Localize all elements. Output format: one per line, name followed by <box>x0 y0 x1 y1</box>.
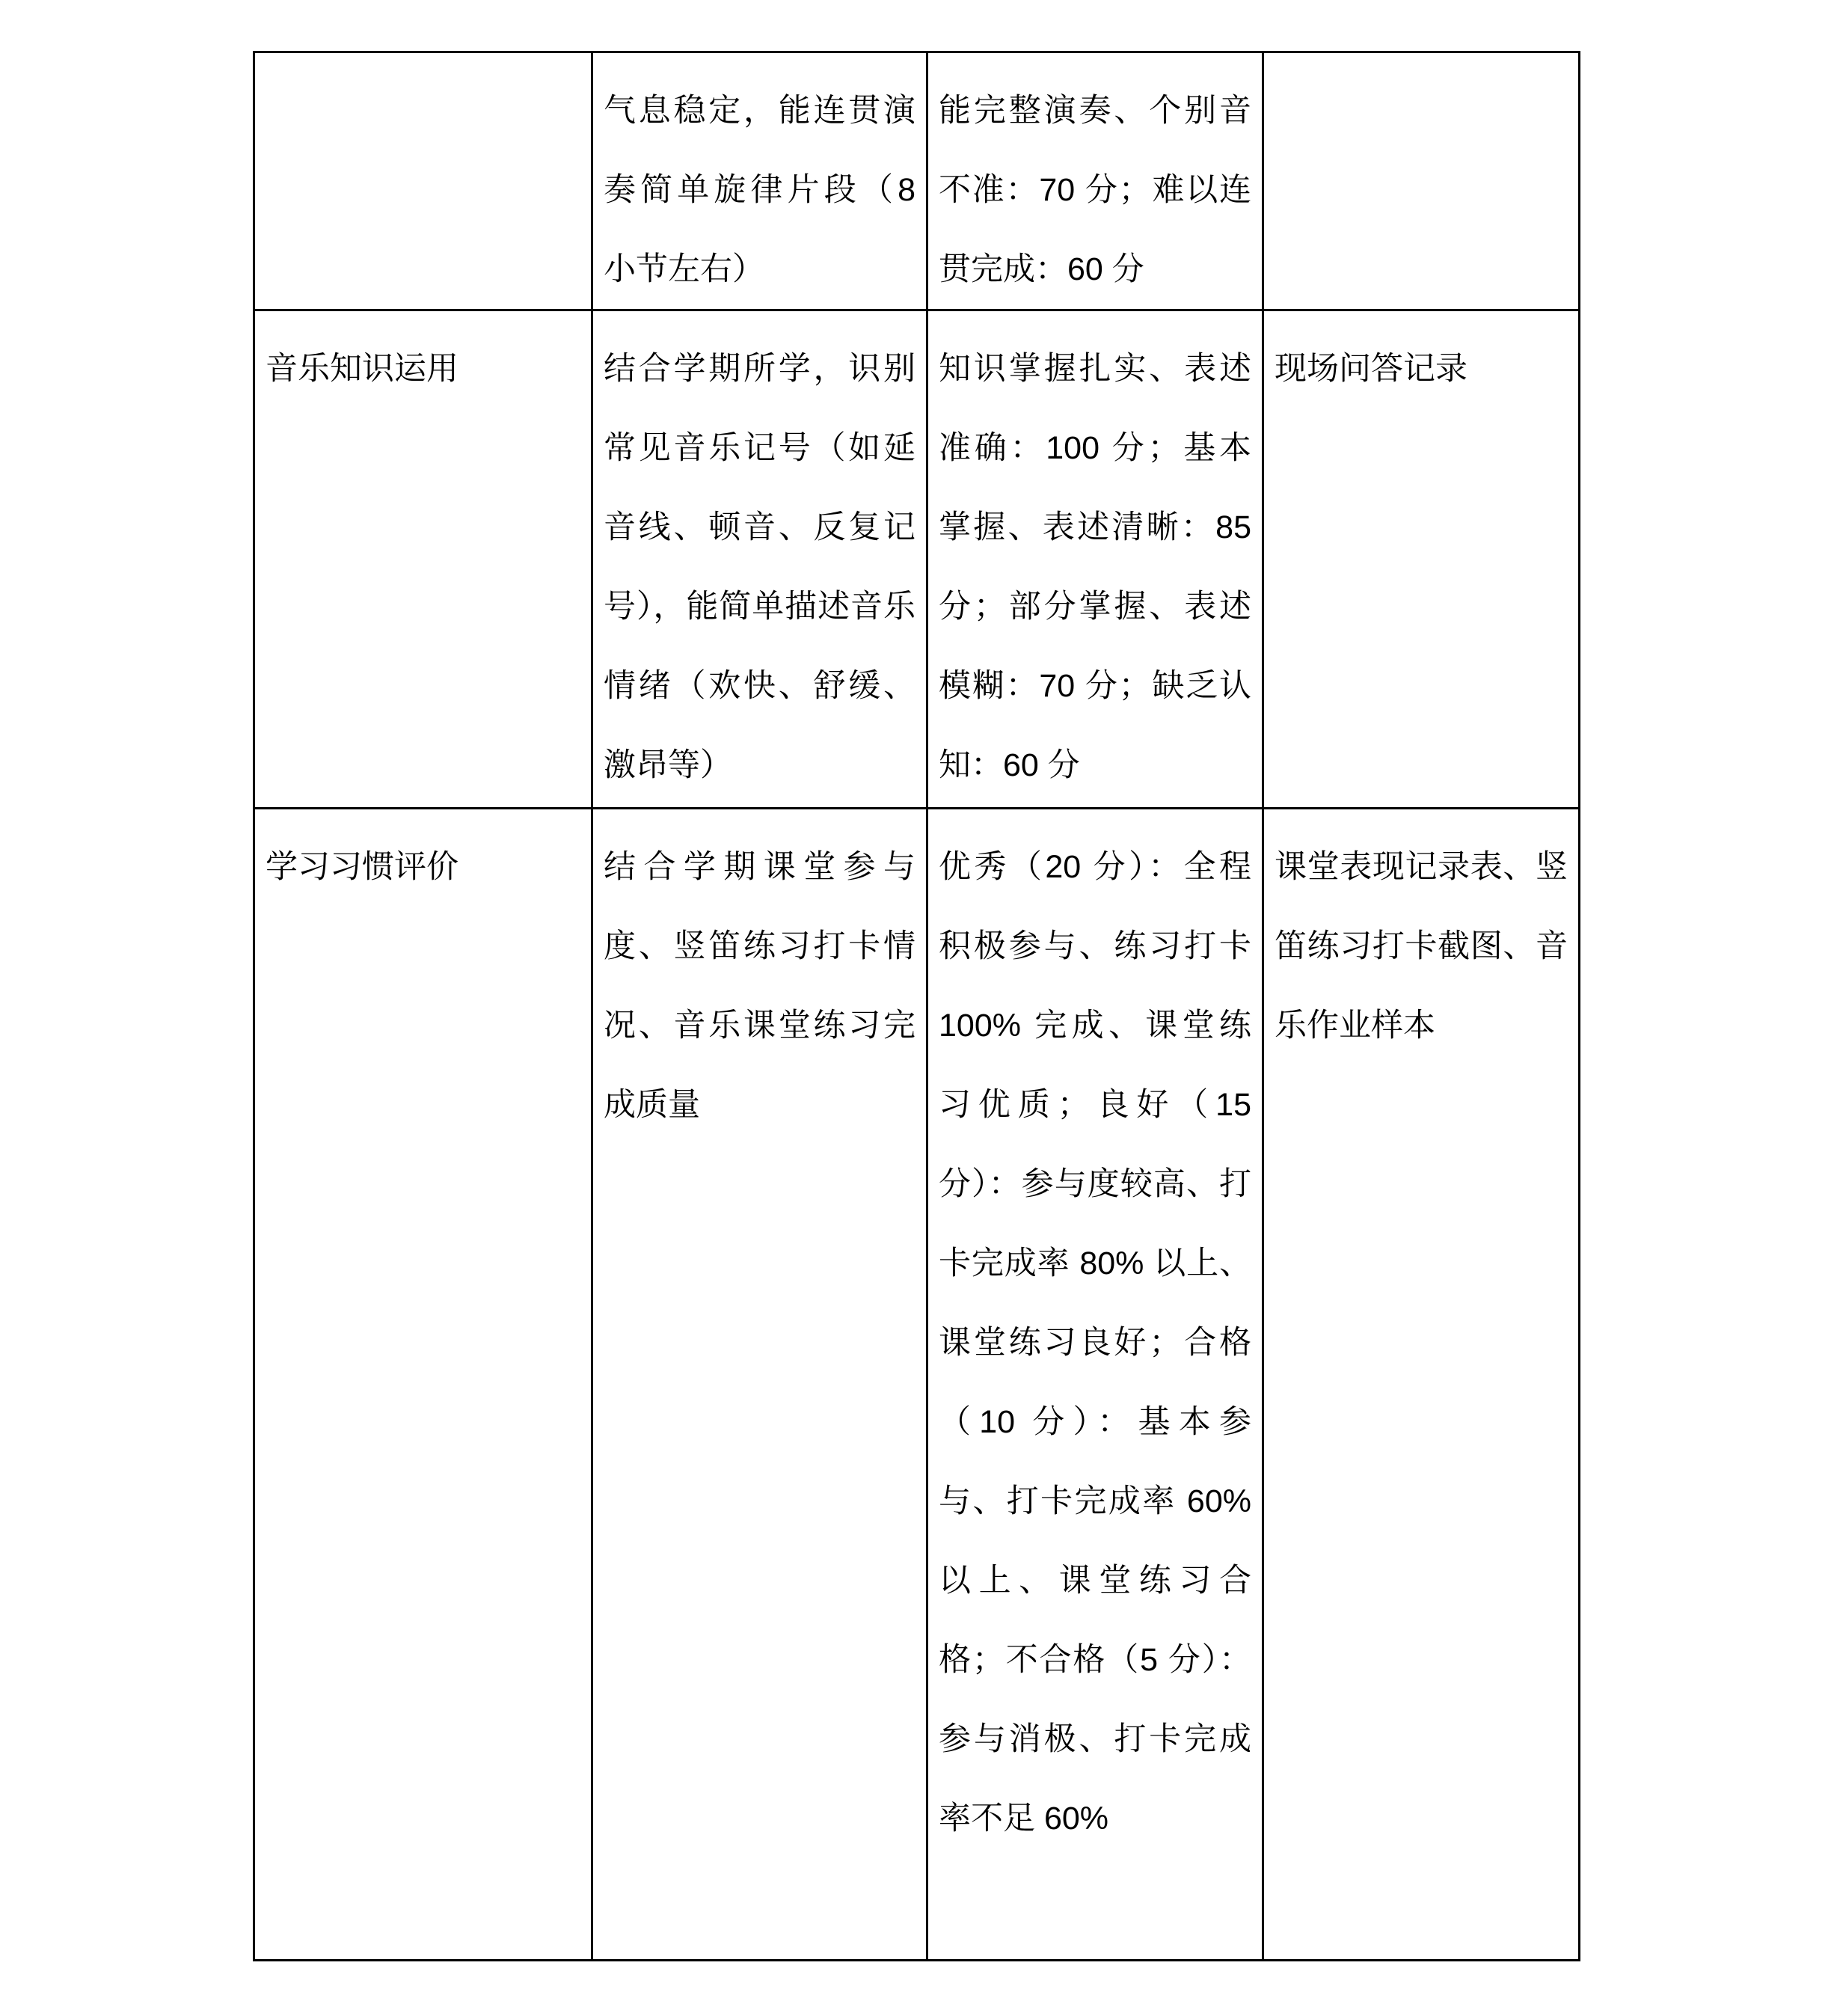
cell-r1-content: 气息稳定，能连贯演奏简单旋律片段（8 小节左右） <box>592 52 927 310</box>
table-row-study-habits <box>254 809 1580 1961</box>
cell-r2-item: 音乐知识运用 <box>254 310 592 809</box>
cell-r3-content: 结合学期课堂参与度、竖笛练习打卡情况、音乐课堂练习完成质量 <box>592 809 927 1961</box>
cell-r2-scoring: 知识掌握扎实、表述准确：100 分；基本掌握、表述清晰：85 分；部分掌握、表述模糊：70 分；缺乏认知：60 分 <box>927 310 1263 809</box>
table-row-music-knowledge <box>254 310 1580 809</box>
cell-r2-evidence: 现场问答记录 <box>1263 310 1580 809</box>
cell-r3-evidence: 课堂表现记录表、竖笛练习打卡截图、音乐作业样本 <box>1263 809 1580 1961</box>
cell-r1-scoring: 能完整演奏、个别音不准：70 分；难以连贯完成：60 分 <box>927 52 1263 310</box>
cell-r3-scoring: 优秀（20 分）：全程积极参与、练习打卡 100% 完成、课堂练习优质；良好（15 分）：参与度较高、打卡完成率 80% 以上、课堂练习良好；合格（10 分）：基本参与、打卡完成率 60% 以上、课堂练习合格；不合格（5 分）：参与消极、打卡完成率不足 60% <box>927 809 1263 1961</box>
table-row-recorder-continued <box>254 52 1580 310</box>
evaluation-rubric-table <box>253 51 1580 1961</box>
cell-r1-item <box>254 52 592 310</box>
cell-r1-evidence <box>1263 52 1580 310</box>
cell-r2-content: 结合学期所学，识别常见音乐记号（如延音线、顿音、反复记号），能简单描述音乐情绪（欢快、舒缓、激昂等） <box>592 310 927 809</box>
cell-r3-item: 学习习惯评价 <box>254 809 592 1961</box>
